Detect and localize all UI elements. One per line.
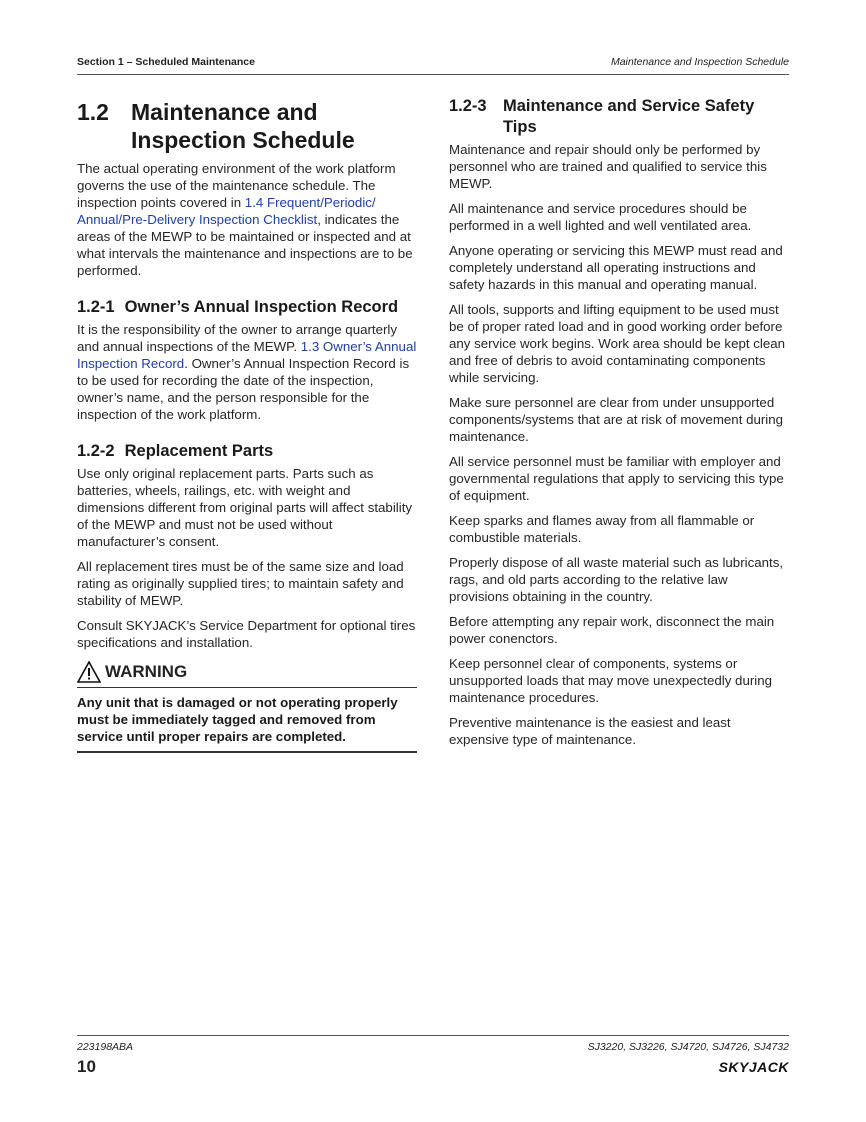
safety-tip: Make sure personnel are clear from under unsupported components/systems that are at risk of movement during maintenance. [449,395,784,444]
header-section: Section 1 – Scheduled Maintenance [77,56,255,68]
intro-paragraph: The actual operating environment of the work platform governs the use of the maintenance schedule. The inspection points covered in 1.4 Frequent/Periodic/ Annual/Pre-Delivery Inspection Checklist, indicates the areas of the MEWP to be maintained or inspected and at what intervals the maintenance and inspections are to be performed. [77,161,413,278]
safety-tip: All tools, supports and lifting equipment to be used must be of proper rated load and in good working order before any service work begins. Work area should be kept clean and free of debris to avoid contaminating components while servicing. [449,302,786,385]
warning-triangle-icon [77,661,101,683]
safety-tip: All maintenance and service procedures should be performed in a well lighted and well ventilated area. [449,201,752,233]
main-heading-text: Maintenance and Inspection Schedule [131,99,355,153]
left-column [77,96,417,753]
footer-doc-number: 223198ABA [77,1041,134,1053]
owners-record-link[interactable]: 1.3 Owner’s Annual Inspection Record [77,339,417,371]
right-column [449,96,789,756]
footer-rule [77,1035,789,1036]
replacement-parts-paragraph-2: All replacement tires must be of the same size and load rating as originally supplied tires; to maintain safety and stability of MEWP. [77,559,404,608]
header-rule [77,74,789,75]
safety-tip: Before attempting any repair work, disconnect the main power conenctors. [449,614,775,646]
skyjack-logo: SKYJACK [718,1059,789,1075]
page-number: 10 [77,1057,96,1076]
safety-tip: All service personnel must be familiar with employer and governmental regulations that apply to servicing this type of equipment. [449,454,784,503]
safety-tip: Preventive maintenance is the easiest and least expensive type of maintenance. [449,715,731,747]
replacement-parts-heading: 1.2-2 Replacement Parts [77,442,274,460]
safety-tips-heading: 1.2-3 Maintenance and Service Safety Tips [449,97,755,136]
safety-tip: Maintenance and repair should only be performed by personnel who are trained and qualified to service this MEWP. [449,142,767,191]
safety-tip: Keep sparks and flames away from all flammable or combustible materials. [449,513,755,545]
replacement-parts-paragraph-3: Consult SKYJACK’s Service Department for optional tires specifications and installation. [77,618,416,650]
replacement-parts-paragraph-1: Use only original replacement parts. Parts such as batteries, wheels, railings, etc. with weight and dimensions different from original parts will affect stability of the MEWP and must not be used without manufacturer’s consent. [77,466,413,549]
safety-tip: Keep personnel clear of components, systems or unsupported loads that may move unexpectedly during maintenance procedures. [449,656,773,705]
warning-heading: WARNING [77,661,417,683]
safety-tip: Anyone operating or servicing this MEWP must read and completely understand all operating instructions and safety hazards in this manual and operating manual. [449,243,783,292]
warning-text: Any unit that is damaged or not operating properly must be immediately tagged and removed from service until proper repairs are completed. [77,695,398,744]
header-title: Maintenance and Inspection Schedule [610,56,789,68]
footer-models: SJ3220, SJ3226, SJ4720, SJ4726, SJ4732 [587,1041,789,1053]
main-heading-number: 1.2 [77,99,109,125]
main-heading [77,98,417,154]
owners-record-paragraph: It is the responsibility of the owner to arrange quarterly and annual inspections of the MEWP. 1.3 Owner’s Annual Inspection Record. Owner’s Annual Inspection Record is to be used for recording the date of the inspection, owner’s name, and the person responsible for the inspection of the work platform. [77,322,417,422]
owners-record-heading: 1.2-1 Owner’s Annual Inspection Record [77,298,399,316]
warning-rule-bottom [77,751,417,753]
warning-rule-top [77,687,417,688]
checklist-link[interactable]: 1.4 Frequent/Periodic/ Annual/Pre-Delivery Inspection Checklist [77,195,376,227]
safety-tip: Properly dispose of all waste material such as lubricants, rags, and old parts according to the relative law provisions obtaining in the country. [449,555,784,604]
